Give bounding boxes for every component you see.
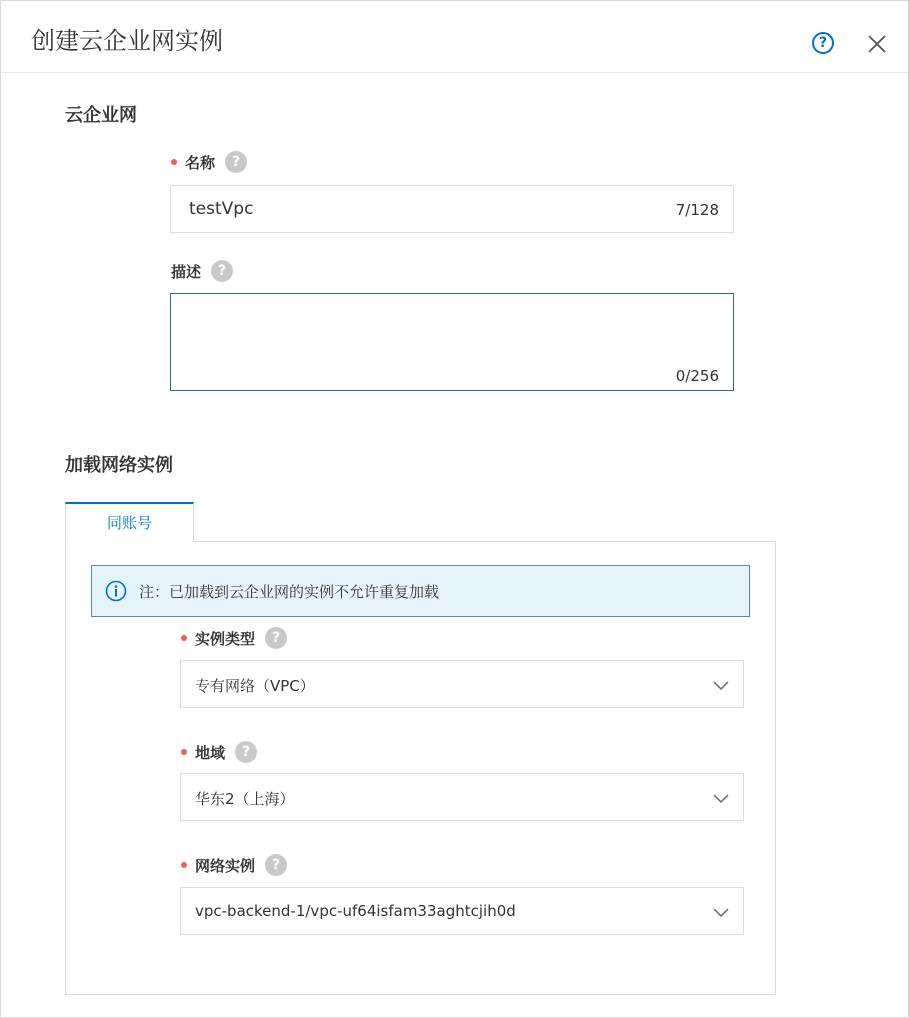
name-input[interactable] <box>170 185 734 233</box>
section-title-cen: 云企业网 <box>65 105 137 126</box>
chevron-down-icon <box>711 788 731 808</box>
instance-type-value: 专有网络（VPC） <box>195 677 315 695</box>
network-instance-value: vpc-backend-1/vpc-uf64isfam33aghtcjih0d <box>195 902 516 920</box>
info-icon <box>105 580 127 602</box>
instance-type-label <box>181 627 287 649</box>
dialog-title: 创建云企业网实例 <box>31 27 223 55</box>
name-label <box>171 151 247 173</box>
dialog-header <box>1 1 908 73</box>
question-icon[interactable]: ? <box>265 627 287 649</box>
region-value: 华东2（上海） <box>195 790 295 808</box>
network-instance-label <box>181 854 287 876</box>
description-textarea[interactable] <box>170 293 734 391</box>
desc-label <box>171 260 233 282</box>
help-icon[interactable]: ? <box>812 32 834 54</box>
region-select[interactable] <box>180 773 744 821</box>
instance-type-select[interactable] <box>180 660 744 708</box>
required-marker <box>171 159 177 165</box>
desc-label-text: 描述 <box>171 262 202 281</box>
notice-text: 注：已加载到云企业网的实例不允许重复加载 <box>139 582 440 601</box>
name-input-value: testVpc <box>189 199 254 219</box>
instance-type-label-text: 实例类型 <box>195 629 256 648</box>
region-label-text: 地域 <box>195 743 226 762</box>
network-instance-select[interactable] <box>180 887 744 935</box>
name-char-counter: 7/128 <box>675 201 719 219</box>
required-marker <box>181 749 187 755</box>
question-icon[interactable]: ? <box>265 854 287 876</box>
required-marker <box>181 862 187 868</box>
notice-banner <box>91 565 750 617</box>
close-icon[interactable] <box>865 32 889 56</box>
section-title-attach: 加载网络实例 <box>65 455 173 476</box>
question-icon[interactable]: ? <box>225 151 247 173</box>
desc-char-counter: 0/256 <box>675 367 719 385</box>
required-marker <box>181 635 187 641</box>
chevron-down-icon <box>711 675 731 695</box>
tab-same-account[interactable]: 同账号 <box>65 502 194 542</box>
question-icon[interactable]: ? <box>211 260 233 282</box>
chevron-down-icon <box>711 902 731 922</box>
question-icon[interactable]: ? <box>235 741 257 763</box>
name-label-text: 名称 <box>185 153 216 172</box>
region-label <box>181 741 257 763</box>
network-instance-label-text: 网络实例 <box>195 856 256 875</box>
